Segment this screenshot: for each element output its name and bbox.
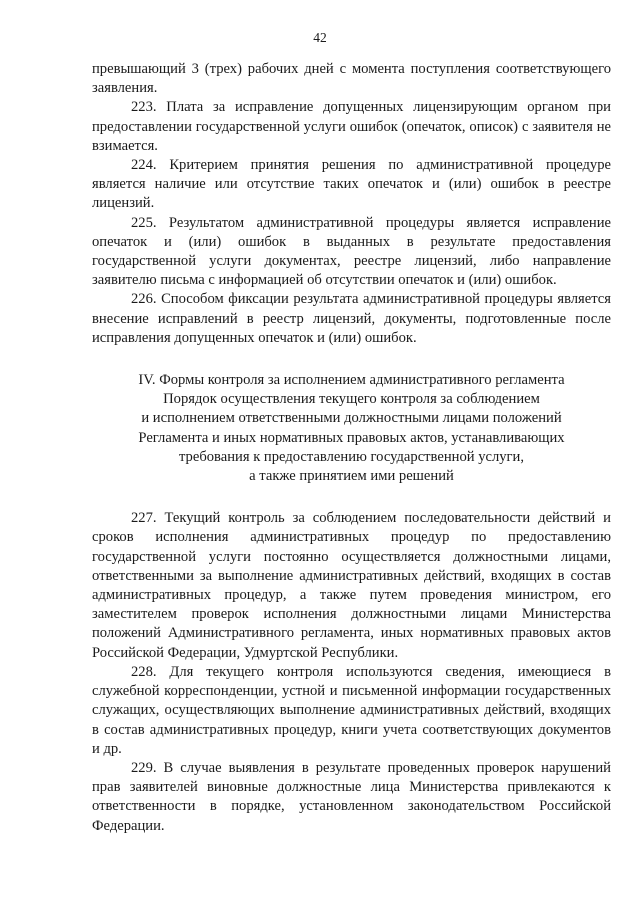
paragraphs-after [92, 509, 611, 835]
paragraph-228: 228. Для текущего контроля используются сведения, имеющиеся в служебной корреспонденции, устной и письменной информации государственных служащих, осуществляющих выполнение административных действий, входящих в состав административных процедур, книги учета соответствующих документов и др. [92, 663, 611, 757]
paragraph-225: 225. Результатом административной процедуры является исправление опечаток и (или) ошибок в выданных в результате предоставления государственной услуги документах, реестре лицензий, либо направление заявителю письма с информацией об отсутствии опечаток и (или) ошибок. [92, 214, 611, 289]
heading-line: IV. Формы контроля за исполнением административного регламента [138, 372, 565, 389]
heading-line: а также принятием ими решений [249, 468, 454, 485]
heading-line: Регламента и иных нормативных правовых актов, устанавливающих [138, 429, 565, 446]
paragraph-226: 226. Способом фиксации результата административной процедуры является внесение исправлений в реестр лицензий, документы, подготовленные после исправления допущенных опечаток и (или) ошибок. [92, 291, 611, 346]
heading-line: требования к предоставлению государственной услуги, [178, 448, 525, 465]
paragraph-229: 229. В случае выявления в результате проведенных проверок нарушений прав заявителей виновные должностные лица Министерства привлекаются к ответственности в порядке, установленном законодательством Российской Федерации. [92, 759, 611, 834]
page-content [92, 60, 611, 836]
heading-line: Порядок осуществления текущего контроля за соблюдением [163, 391, 540, 408]
paragraph-continuation: превышающий 3 (трех) рабочих дней с момента поступления соответствующего заявления. [92, 61, 611, 97]
section-heading [92, 371, 611, 486]
heading-line: и исполнением ответственными должностными лицами положений [141, 410, 562, 427]
page-number: 42 [313, 30, 327, 45]
paragraph-223: 223. Плата за исправление допущенных лицензирующим органом при предоставлении государственной услуги ошибок (опечаток, описок) с заявителя не взимается. [92, 99, 611, 154]
paragraph-224: 224. Критерием принятия решения по административной процедуре является наличие или отсутствие таких опечаток и (или) ошибок в реестре лицензий. [92, 157, 611, 212]
paragraph-227: 227. Текущий контроль за соблюдением последовательности действий и сроков исполнения административных процедур по предоставлению государственной услуги постоянно осуществляется должностными лицами, ответственными за выполнение административных действий, входящих в состав административных процедур, а также путем проведения министром, его заместителем проверок исполнения должностными лицами Министерства положений Административного регламента, иных нормативных правовых актов Российской Федерации, Удмуртской Республики. [92, 510, 611, 661]
paragraphs-before [92, 60, 611, 348]
